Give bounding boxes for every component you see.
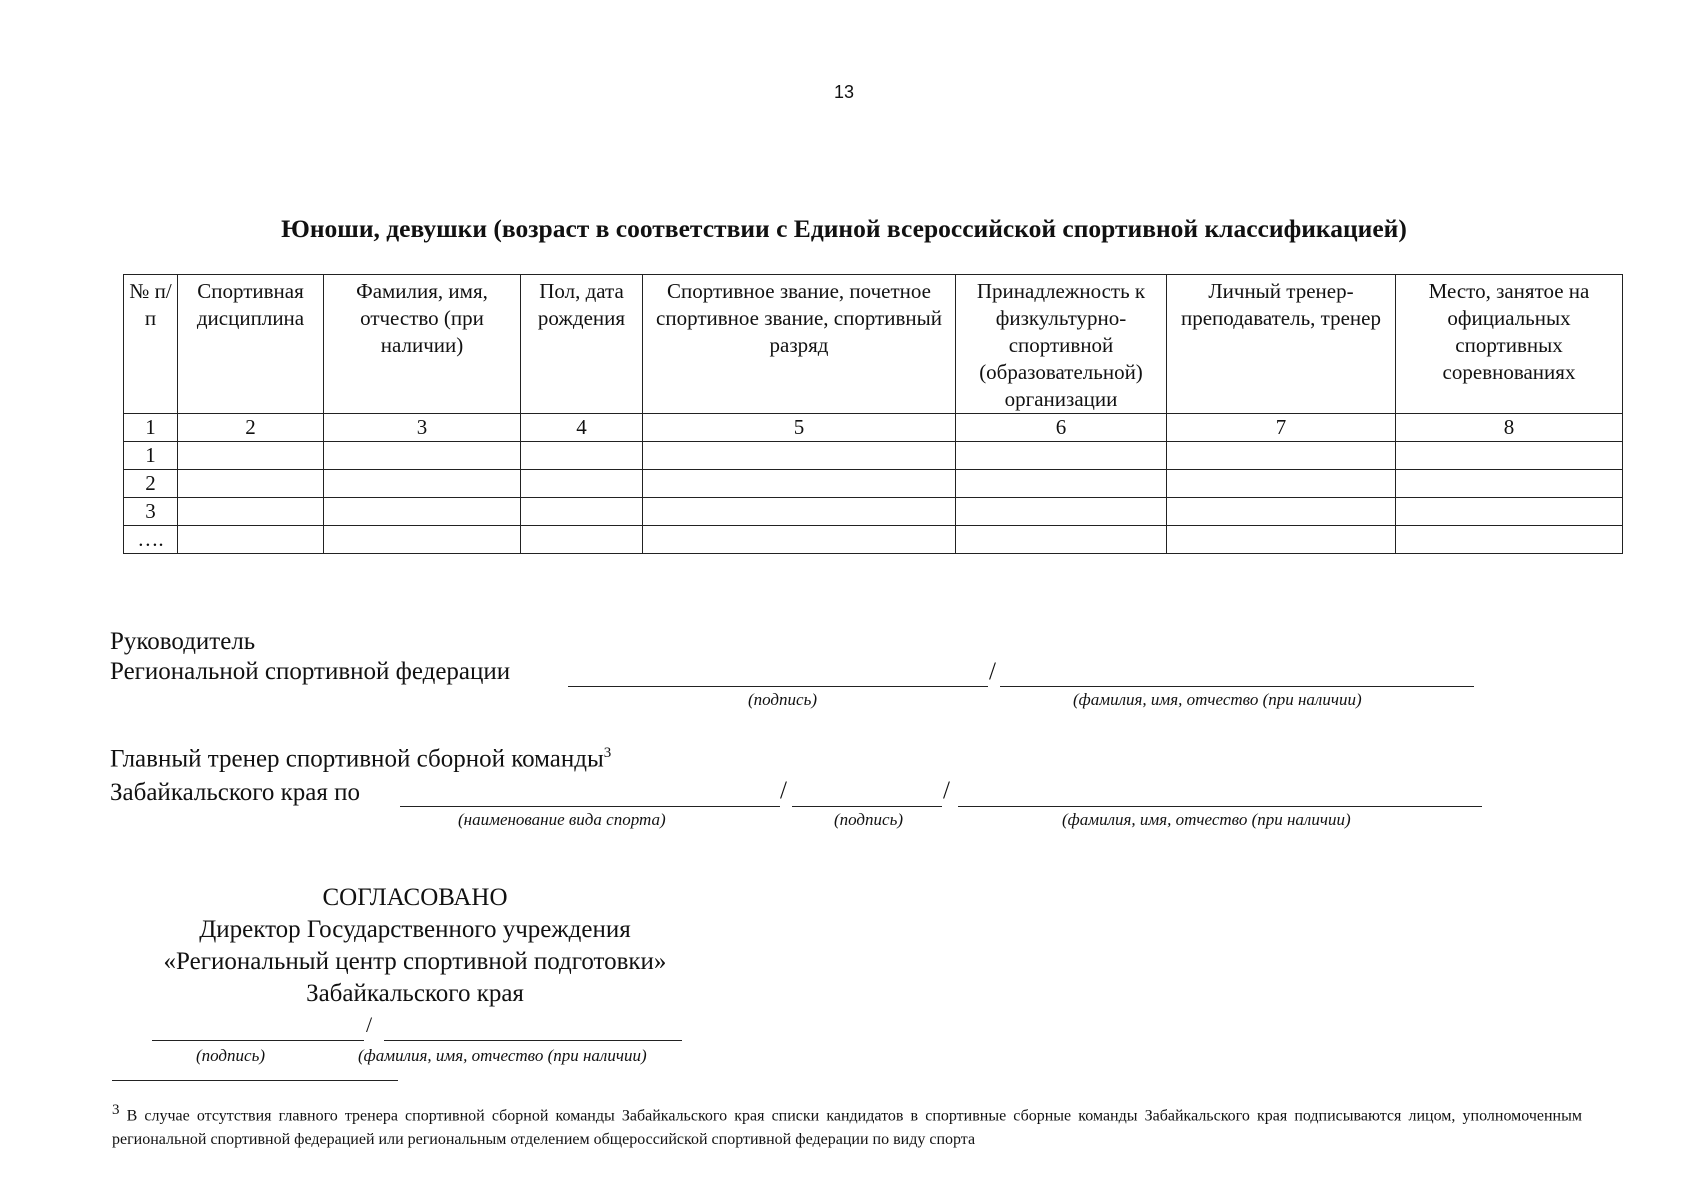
header-cell: Фамилия, имя, отчество (при наличии)	[324, 275, 521, 414]
table-row	[124, 442, 1623, 470]
candidates-table	[123, 274, 1623, 554]
document-title: Юноши, девушки (возраст в соответствии с Единой всероссийской спортивной классификацией)	[281, 214, 1407, 243]
empty-cell	[643, 442, 956, 470]
header-cell: Пол, дата рождения	[521, 275, 643, 414]
sport-line	[400, 806, 780, 807]
empty-cell	[521, 470, 643, 498]
signature-hint: (подпись)	[748, 690, 817, 709]
header-cell: Принадлежность к физкультурно-спортивной (образовательной) организации	[956, 275, 1167, 414]
empty-cell	[324, 526, 521, 554]
table-row	[124, 498, 1623, 526]
empty-cell	[178, 442, 324, 470]
name-line	[384, 1040, 682, 1041]
footnote	[112, 1098, 1582, 1152]
name-line	[958, 806, 1482, 807]
approval-line-3: Забайкальского края	[306, 980, 524, 1007]
page-number: 13	[833, 82, 855, 102]
federation-label: Региональной спортивной федерации	[110, 658, 511, 685]
header-cell: Место, занятое на официальных спортивных соревнованиях	[1396, 275, 1623, 414]
column-number: 3	[324, 414, 521, 442]
empty-cell	[1396, 526, 1623, 554]
footnote-text: В случае отсутствия главного тренера спортивной сборной команды Забайкальского края списки кандидатов в спортивные сборные команды Забайкальского края подписываются лицом, уполномоченным региональной спортивной федерацией или региональным отделением общероссийской спортивной федерации по виду спорта	[112, 1107, 1582, 1149]
table-header-row	[124, 275, 1623, 414]
signature-line	[568, 686, 988, 687]
empty-cell	[643, 470, 956, 498]
header-cell: Спортивная дисциплина	[178, 275, 324, 414]
header-cell: Личный тренер-преподаватель, тренер	[1167, 275, 1396, 414]
empty-cell	[324, 442, 521, 470]
empty-cell	[1167, 526, 1396, 554]
empty-cell	[521, 498, 643, 526]
column-number: 1	[124, 414, 178, 442]
row-number: 3	[124, 498, 178, 526]
empty-cell	[643, 498, 956, 526]
column-number: 2	[178, 414, 324, 442]
column-number: 8	[1396, 414, 1623, 442]
signature-hint: (подпись)	[834, 810, 903, 829]
region-label: Забайкальского края по	[110, 779, 360, 806]
separator-slash: /	[989, 658, 996, 685]
empty-cell	[1167, 470, 1396, 498]
empty-cell	[1167, 498, 1396, 526]
empty-cell	[178, 526, 324, 554]
empty-cell	[1396, 498, 1623, 526]
header-cell: Спортивное звание, почетное спортивное звание, спортивный разряд	[643, 275, 956, 414]
row-number: ….	[124, 526, 178, 554]
row-number: 2	[124, 470, 178, 498]
empty-cell	[643, 526, 956, 554]
head-label: Руководитель	[110, 628, 256, 655]
empty-cell	[324, 470, 521, 498]
signature-line	[152, 1040, 364, 1041]
separator-slash: /	[366, 1012, 373, 1037]
table-row	[124, 526, 1623, 554]
footnote-reference: 3	[603, 745, 612, 761]
row-number: 1	[124, 442, 178, 470]
separator-slash: /	[943, 777, 950, 804]
footnote-mark: 3	[112, 1102, 120, 1118]
empty-cell	[521, 442, 643, 470]
column-number-row	[124, 414, 1623, 442]
column-number: 5	[643, 414, 956, 442]
name-hint: (фамилия, имя, отчество (при наличии)	[358, 1046, 647, 1065]
name-hint: (фамилия, имя, отчество (при наличии)	[1062, 810, 1351, 829]
head-coach-label	[110, 745, 611, 773]
empty-cell	[178, 498, 324, 526]
signature-hint: (подпись)	[196, 1046, 265, 1065]
empty-cell	[1396, 470, 1623, 498]
column-number: 6	[956, 414, 1167, 442]
empty-cell	[521, 526, 643, 554]
separator-slash: /	[780, 777, 787, 804]
sport-hint: (наименование вида спорта)	[458, 810, 666, 829]
empty-cell	[956, 526, 1167, 554]
column-number: 7	[1167, 414, 1396, 442]
table-row	[124, 470, 1623, 498]
name-hint: (фамилия, имя, отчество (при наличии)	[1073, 690, 1362, 709]
approval-line-2: «Региональный центр спортивной подготовки»	[163, 948, 667, 975]
empty-cell	[1167, 442, 1396, 470]
name-line	[1000, 686, 1474, 687]
empty-cell	[1396, 442, 1623, 470]
approval-line-1: Директор Государственного учреждения	[199, 916, 631, 943]
footnote-separator	[112, 1080, 398, 1081]
head-coach-text: Главный тренер спортивной сборной команды	[110, 745, 604, 773]
header-cell: № п/п	[124, 275, 178, 414]
approval-heading: СОГЛАСОВАНО	[322, 884, 508, 911]
empty-cell	[178, 470, 324, 498]
signature-line	[792, 806, 942, 807]
empty-cell	[956, 498, 1167, 526]
empty-cell	[324, 498, 521, 526]
column-number: 4	[521, 414, 643, 442]
empty-cell	[956, 442, 1167, 470]
empty-cell	[956, 470, 1167, 498]
